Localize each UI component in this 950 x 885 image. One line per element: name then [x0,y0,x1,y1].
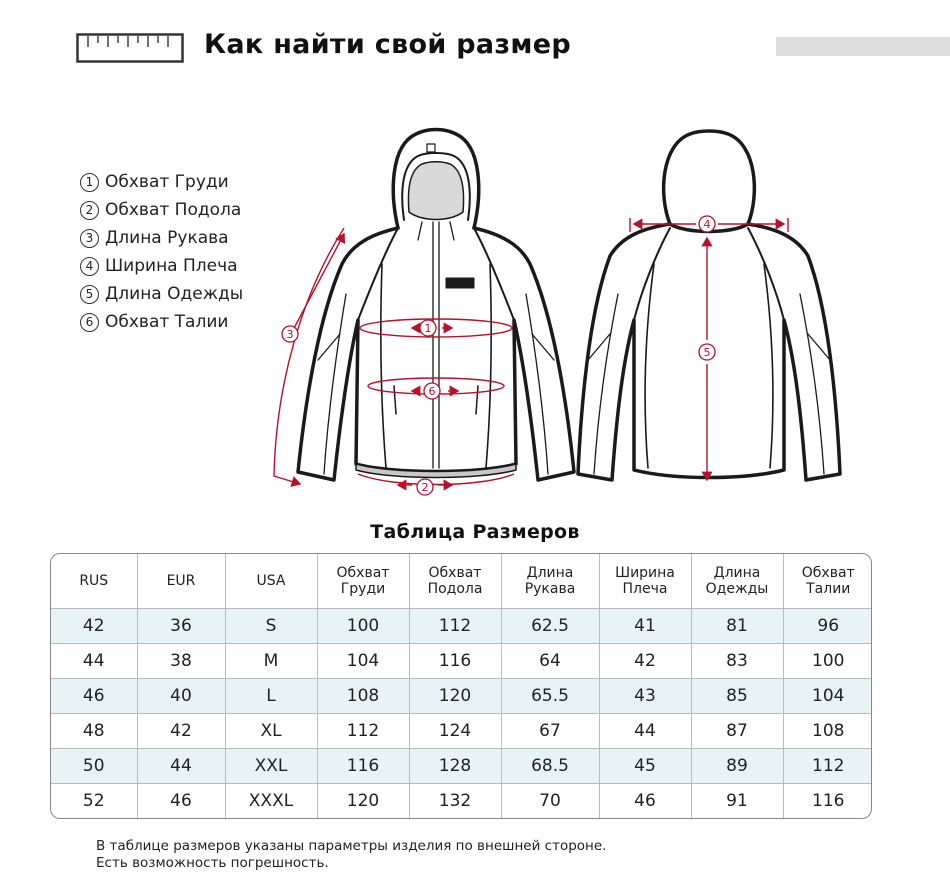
table-cell: 40 [137,678,225,713]
table-cell: 104 [783,678,872,713]
table-cell: 112 [783,748,872,783]
legend-label: Обхват Подола [105,200,242,220]
jacket-front-icon [298,130,574,481]
page-title: Как найти свой размер [204,29,571,60]
table-cell: 46 [51,678,137,713]
marker-3: 3 [286,328,294,341]
column-header: Длина Одежды [691,554,783,608]
column-header: Длина Рукава [501,554,599,608]
column-header: Обхват Талии [783,554,872,608]
marker-1: 1 [424,322,432,335]
legend-label: Длина Рукава [105,228,229,248]
table-cell: 81 [691,608,783,643]
table-cell: 108 [783,713,872,748]
table-cell: 104 [317,643,409,678]
legend-item [80,196,243,224]
marker-2: 2 [421,481,429,494]
table-cell: M [225,643,317,678]
legend-item [80,224,243,252]
legend-number: 1 [80,173,99,192]
table-row [51,643,872,678]
table-cell: XXXL [225,783,317,818]
legend-number: 4 [80,257,99,276]
marker-5: 5 [703,346,711,359]
table-cell: 46 [137,783,225,818]
table-row [51,678,872,713]
footnote-line: В таблице размеров указаны параметры изделия по внешней стороне. [96,838,607,854]
table-cell: 116 [409,643,501,678]
table-row [51,713,872,748]
table-cell: 36 [137,608,225,643]
table-cell: 43 [599,678,691,713]
legend-item [80,280,243,308]
table-cell: 91 [691,783,783,818]
table-cell: 70 [501,783,599,818]
table-cell: 52 [51,783,137,818]
legend-number: 6 [80,313,99,332]
column-header: Обхват Подола [409,554,501,608]
table-cell: 120 [409,678,501,713]
table-cell: 128 [409,748,501,783]
table-cell: 85 [691,678,783,713]
table-cell: 44 [137,748,225,783]
size-table [50,553,872,819]
legend-label: Ширина Плеча [105,256,238,276]
header-grey-bar [776,37,950,56]
table-cell: L [225,678,317,713]
table-title: Таблица Размеров [370,521,580,543]
legend-number: 3 [80,229,99,248]
table-cell: 67 [501,713,599,748]
table-cell: 42 [137,713,225,748]
table-row [51,608,872,643]
table-cell: 41 [599,608,691,643]
table-cell: XL [225,713,317,748]
table-cell: S [225,608,317,643]
marker-4: 4 [703,218,711,231]
table-cell: 100 [783,643,872,678]
column-header: RUS [51,554,137,608]
footnote-line: Есть возможность погрешность. [96,855,329,871]
column-header: USA [225,554,317,608]
table-cell: 44 [51,643,137,678]
header [0,0,950,80]
table-cell: 116 [317,748,409,783]
table-cell: 132 [409,783,501,818]
jacket-back-icon [578,131,840,480]
table-cell: 108 [317,678,409,713]
table-cell: 124 [409,713,501,748]
table-cell: 120 [317,783,409,818]
column-header: Обхват Груди [317,554,409,608]
table-cell: XXL [225,748,317,783]
column-header: Ширина Плеча [599,554,691,608]
column-header: EUR [137,554,225,608]
table-cell: 100 [317,608,409,643]
table-cell: 46 [599,783,691,818]
legend-item [80,252,243,280]
table-cell: 48 [51,713,137,748]
table-cell: 112 [317,713,409,748]
legend-label: Длина Одежды [105,284,244,304]
measurement-legend [80,168,243,336]
table-cell: 89 [691,748,783,783]
front-measure-lines [274,228,514,485]
jacket-drawing [262,124,850,504]
legend-item [80,168,243,196]
table-row [51,783,872,818]
table-cell: 87 [691,713,783,748]
table-cell: 64 [501,643,599,678]
ruler-icon [76,33,184,63]
legend-number: 5 [80,285,99,304]
table-cell: 96 [783,608,872,643]
table-cell: 45 [599,748,691,783]
table-cell: 38 [137,643,225,678]
table-cell: 42 [599,643,691,678]
table-cell: 65.5 [501,678,599,713]
footnote [96,838,606,872]
legend-label: Обхват Груди [105,172,229,192]
table-cell: 68.5 [501,748,599,783]
legend-label: Обхват Талии [105,312,229,332]
table-row [51,748,872,783]
table-cell: 112 [409,608,501,643]
table-cell: 44 [599,713,691,748]
table-header-row [51,554,872,608]
legend-item [80,308,243,336]
table-cell: 62.5 [501,608,599,643]
legend-number: 2 [80,201,99,220]
table-cell: 42 [51,608,137,643]
marker-6: 6 [428,385,436,398]
table-cell: 83 [691,643,783,678]
table-cell: 50 [51,748,137,783]
table-cell: 116 [783,783,872,818]
